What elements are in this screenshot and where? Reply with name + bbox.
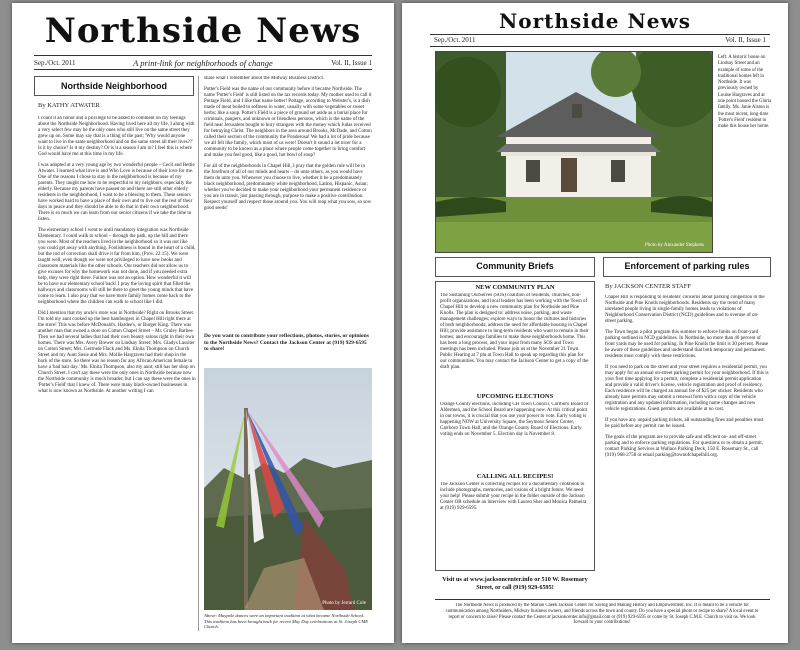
brief-heading: NEW COMMUNITY PLAN [475,284,555,291]
issue-date: Sep./Oct. 2011 [434,36,476,44]
brief-body: Orange County elections, including CH Town Council, Carrboro Board of Aldermen, and the School Board are happening now. At this critical point in our towns, it is crucial that you use your power to vote. Early voting is happening NOW at University Square, the Seymour Senior Center, Carrboro Town Hall, and the Orange County Board of Elections. Early voting ends on November 5. Election day is November 8. [440,402,589,437]
article-title: Northside Neighborhood [61,81,167,91]
newsletter-page-2 [402,3,788,643]
contribute-callout: Do you want to contribute your reflections, photos, stories, or opinions to the Northside News? Contact the Jackson Center at (919) 929-6595 to share! [204,333,369,352]
masthead-rule-bottom [430,46,770,47]
paragraph: I count it an honor and a privilege to be asked to comment on my feelings about the Northside Neighborhood. Having lived here all my life, I along with a very select few may be the only ones who still live on the same street they grew up on. Some may say that is a thing of the past; 'Why would anyone want to live in the same neighborhood and on the same street all their lives??' Is it by choice? Is it my destiny? Or is it a season I am in? I feel this is where God would have me at this time in my life. [38,116,195,157]
masthead-rule [34,55,372,56]
footer-note: The Northside News is produced by the Marian Cheek Jackson Center for Saving and Making History and Empowerment, Inc. It is meant to be a vehicle for communication among Northsiders, Midway business owners, and friends across the town and county. Do you have a special photo or recipe to share? A local event to report or concern to raise? Please contact the Center at jacksoncenter.info@gmail.com or (919) 929-6595 or come by St. Joseph C.M.E. Church to visit us. We look forward to your contributions! [445,603,759,626]
newsletter-page-1 [12,3,394,643]
paragraph: If you have any unpaid parking tickets, all outstanding fines and penalties must be paid before any permit can be issued. [605,418,764,429]
maypole-photo [204,368,372,610]
footer-rule [435,599,770,600]
column-divider [198,76,199,631]
brief-body: The Sustaining OurSelves (SOS) coalition of residents, churches, non-profit organizations, and local leaders has been working with the Town of Chapel Hill to develop a new community plan for Northside and Pine Knolls. The plan is designed to: address noise, parking, and waste management challenges; explore ways to honor the cultures and histories of both neighborhoods; address the need for affordable housing in Chapel Hill; provide assistance to long-term residents who want to remain in their homes; and encourage families to make these neighborhoods home. This has been a long process, and your input from many SOS and Town meetings has been included. Please join us at the November 21 Town Public Hearing at 7 pm at Town Hall to speak up regarding this plan for our communities. You may contact the Jackson Center to get a copy of the draft plan. [440,293,589,370]
masthead-rule [430,34,770,35]
article-column-1 [38,116,196,626]
issue-date: Sep./Oct. 2011 [34,59,76,67]
brief-body: The Jackson Center is collecting recipes for a documentary cookbook to include photographs, memories, and visions of a bright future. We need your help! Please submit your recipe in the folder outside of the Jackson Center OR schedule an interview with Lauren Sher and Monica Palmeira at (919) 929-6595. [440,482,587,511]
parking-title: Enforcement of parking rules [624,261,750,271]
issue-volume: Vol. II, Issue 1 [331,59,372,67]
paragraph: The elementary school I went to until mandatory integration was Northside Elementary. I could walk to school – through the path, up the hill and there you were. Most of the teachers lived in the neighborhood so it was not like you could get away with anything. Foolishness is bound in the heart of a child, but the rod of correction shall drive it far from him, (Prov. 22:15). We were taught well, even though we were not privileged to have new books and classroom materials like the other schools. Our teachers did not allow us to give excuses for why the homework was not done, and if you needed extra help, they were right there. Failure was not an option. How wonderful it will be to have our elementary school back! I pray the loving spirit that filled the hallways and classrooms will still be there to greet the young minds that have come to learn. I also pray that we have more family homes come back to the neighborhood where the children can walk to school like I did. [38,228,196,305]
paragraph: The goals of the program are to provide safe and efficient on- and off-street parking and to enforce parking regulations. For questions or to obtain a permit, contact Parking Services at Wallace Parking Deck, 150 E. Rosemary St., call (919) 968-2758 or email parking@townofchapelhill.org. [605,435,764,458]
parking-article [605,295,769,595]
house-caption: Left: A historic house on Lindsay Street and an example of some of the traditional homes left in Northside. It was previously owned by Louise Hargraves and at one point housed the Gloria family. Ms. Janie Alston is the most recent, long-time 'Potter's Field' resident to make this house her home. [718,55,772,130]
maypole-photo-image [204,368,372,610]
masthead-title: Northside News [44,11,362,51]
paragraph: Chapel Hill is responding to residents' concerns about parking congestion in the Northside and Pine Knolls neighborhoods. Residents say the trend of many unrelated people living in single-family homes leads to violations of Neighborhood Conservation District (NCD) guidelines and to overuse of on-street parking. [605,295,765,324]
masthead-rule-bottom [34,69,372,70]
paragraph: Potter's Field was the name of our community before it became Northside. The name 'Potter's Field' is still listed on the tax records today. My mother used to call it Pottage Field, and I like that name better! Pottage, according to Webster's, is a dish made of meat boiled to softness in water, usually with some vegetables or sweet herbs; like a soup. Potter's Field is a piece of ground set aside as a burial place for criminals, paupers, and unknown or friendless persons, which is the name of the field near Jerusalem bought to bury strangers with the money which Judas received for betraying Christ. The neighbors in the area around Brooks, McDade, and Cotton called their section of the community the Ponderosa! We had a lot of pride because we all felt like family, which most of us were! Doesn't it sound a lot nicer for a community to be known as a place where people come together to bring comfort and make you feel good, like a good, hot bowl of soup? [204,87,372,158]
paragraph: For all of the neighborhoods in Chapel Hill, I pray that the golden rule will be in the forefront of all of our minds and hearts – do unto others, as you would have them do unto you. Whenever you choose to live, whether it be a predominately black neighborhood, predominately white neighborhood, Latino, Hispanic, Asian; whether you've decided to make your neighborhood your permanent residence or you are in transit, just passing through, purpose to make a positive contribution. Respect yourself and respect those around you. You will reap what you sow, so sow good seeds! [204,164,372,211]
house-photo [435,51,713,253]
paragraph: Did I mention that my uncle's store was in Northside? Right on Brooks Street. I'm told my aunt cooked up the best hamburgers in Chapel Hill right there at the store! This was before McDonald's, Hardee's, or Burger King. There was another man that owned a store on Cotton Chapel Street – Mr. Gruley Barbee. Then we had several ladies that had their own beauty salons right in their own homes. There was Mrs. Avery Brewer on Lindsay Street; Mrs. Gladys Lassiter on Cotton Street; Mrs. Gertrude Flack and Ms. Elnita Thompson on Church Street and my Aunt Susie and Mrs. Mollie Hargraves had their shop in the back of the store. So there was no reason for any African American female to have a 'bad hair day.' Ms. Elnita Thompson, also my aunt, still has her shop on Church Street. I can't say these were the only ones in Northside because now the Northside community is much broader, but I can say these were the ones in 'Potter's Field' that I knew of. There were many black-owned businesses in what is now known as Northside. At another writing I can [38,311,196,394]
tagline: A print-link for neighborhoods of change [133,58,273,68]
masthead-title: Northside News [499,9,691,33]
briefs-title: Community Briefs [476,261,554,271]
house-photo-credit: Photo by Alexander Stephens [644,243,704,248]
article-byline: By KATHY ATWATER [38,102,100,109]
issue-volume: Vol. II, Issue 1 [725,36,766,44]
paragraph: The Town began a pilot program this summer to enforce limits on front-yard parking outlined in NCD guidelines. In Northside, no more than 40 percent of front yards may be used for parking. In Pine Knolls the limit is 30 percent. Please be aware of these guidelines and understand that both temporary and permanent residents must comply with these restrictions. [605,330,769,359]
visit-link[interactable]: Visit us at www.jacksoncenter.info or 510 W. Rosemary Street, or call (919) 929-6595! [442,576,588,591]
parking-byline: By JACKSON CENTER STAFF [605,283,691,290]
article-column-2 [204,76,372,331]
paragraph: share what I remember about the Midway Business District. [204,76,325,81]
maypole-photo-credit: Photo by Jerrard Cole [322,601,366,606]
paragraph: If you need to park on the street and your street requires a residential permit, you may apply for an annual on-street parking permit for your neighborhood. If this is your first time applying for a permit, complete a residential permit application and provide a valid driver's license, vehicle registration and proof of residency. Each residence will be charged an annual fee of $25 per sticker. Residents who already have permits may submit a renewal form with a copy of the vehicle registration and any updated information, including name changes and new vehicle registrations. Guest permits are available at no cost. [605,365,769,412]
brief-heading: UPCOMING ELECTIONS [476,393,554,400]
maypole-caption: Above: Maypole dances were an important tradition at what became Northside School. This tradition has been brought back for recent May Day celebrations at St. Joseph CME Church. [204,613,369,629]
brief-heading: CALLING ALL RECIPES! [476,473,554,480]
house-photo-image [436,52,712,252]
paragraph: I was adopted at a very young age by two wonderful people – Cecil and Bettie Atwater. I learned what love is and Who Love is because of their love for me. One of the reasons I chose to stay in the neighborhood is because of my parents. They taught me how to be respectful to my neighbors, especially the elderly. Because my parents have passed on and there are still other elderly residents in the neighborhood, I want to be a blessing to them. These seniors have worked hard to have a place of their own and to live out the rest of their days in peace and they should be able to do that in their own neighborhood. There is so much we can learn from our senior citizens if we take the time to listen. [38,163,195,222]
